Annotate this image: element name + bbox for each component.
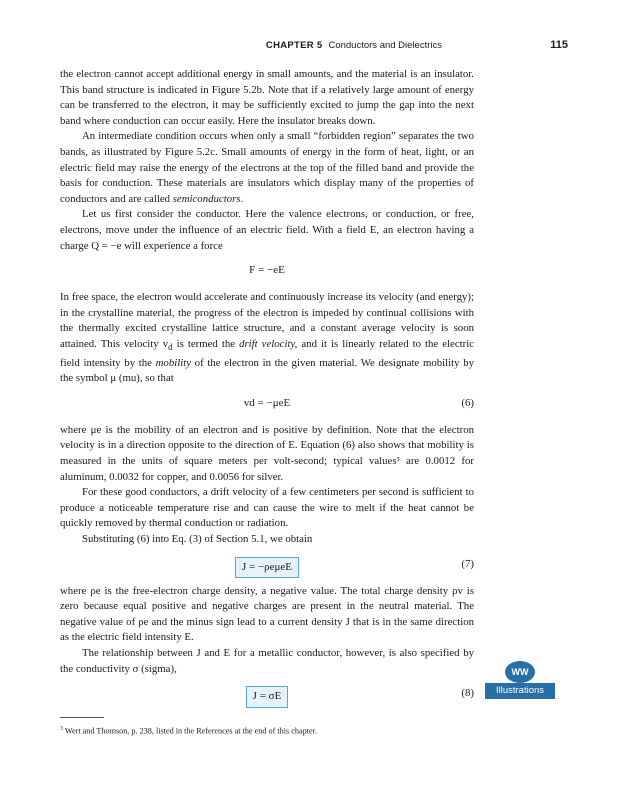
www-illustrations-badge[interactable] xyxy=(485,661,555,701)
paragraph: For these good conductors, a drift velocity of a few centimeters per second is sufficient to produce a noticeable temperature rise and can cause the wire to melt if the heat cannot be quickly removed by thermal conduction or radiation. xyxy=(60,486,474,530)
equation-number: (6) xyxy=(461,396,474,409)
term-semiconductors: semiconductors xyxy=(172,192,241,205)
chapter-label: CHAPTER 5 xyxy=(265,40,323,51)
paragraph-text: . xyxy=(240,192,244,205)
footnote-rule xyxy=(60,717,104,718)
running-header xyxy=(60,38,592,54)
footnote-marker: 3 xyxy=(60,726,63,732)
footnote xyxy=(60,724,474,737)
equation-force xyxy=(60,260,474,282)
equation-ohm xyxy=(60,683,474,705)
equation-expression: F = −eE xyxy=(249,264,285,277)
paragraph-text: of the electron in the given material. We designate mobility by the symbol μ (mu), so that xyxy=(60,356,474,385)
chapter-heading xyxy=(266,40,442,51)
term-mobility: mobility xyxy=(155,356,192,369)
paragraph: Substituting (6) into Eq. (3) of Section 5.1, we obtain xyxy=(82,533,313,545)
body-text xyxy=(60,67,474,713)
paragraph-text: is termed the xyxy=(172,337,240,350)
paragraph: where ρe is the free-electron charge density, a negative value. The total charge density ρv is zero because equal positive and negative charges are present in the neutral material. The negative value of ρe and the minus sign lead to a current density J that is in the same direction as the electric field intensity E. xyxy=(60,584,474,644)
paragraph-text: An intermediate condition occurs when only a small “forbidden region” separates the two bands, as illustrated by Figure 5.2c. Small amounts of energy in the form of heat, light, or an electric field may raise the energy of the electrons at the top of the filled band and provide the basis for conduction. These materials are insulators which display many of the properties of conductors and are called xyxy=(60,130,474,205)
boxed-equation: J = −ρeμeE xyxy=(235,557,299,579)
equation-number: (7) xyxy=(461,557,474,570)
paragraph: The relationship between J and E for a metallic conductor, however, is also specified by the conductivity σ (sigma), xyxy=(60,646,474,675)
equation-drift xyxy=(60,393,474,415)
equation-expression: vd = −μeE xyxy=(243,396,291,409)
badge-label: Illustrations xyxy=(485,683,555,699)
paragraph: the electron cannot accept additional energy in small amounts, and the material is an insulator. This band structure is indicated in Figure 5.2b. Note that if a relatively large amount of energy can be transferred to the electron, it may be sufficiently excited to jump the gap into the next band where conduction can occur easily. Here the insulator breaks down. xyxy=(60,68,474,127)
footnote-text: Wert and Thomson, p. 238, listed in the References at the end of this chapter. xyxy=(64,726,317,736)
equation-current xyxy=(60,554,474,576)
paragraph xyxy=(60,290,474,387)
subscript: d xyxy=(168,342,173,353)
equation-line xyxy=(60,686,474,708)
page-number: 115 xyxy=(550,39,568,51)
paragraph: where μe is the mobility of an electron and is positive by definition. Note that the electron velocity is in a direction opposite to the direction of E. Equation (6) also shows that mobility is measured in the units of square meters per volt-second; typical values³ are 0.0012 for aluminum, 0.0032 for copper, and 0.0056 for silver. xyxy=(60,423,474,483)
www-logo-icon: WW xyxy=(505,661,535,683)
paragraph: Let us first consider the conductor. Here the valence electrons, or conduction, or free, electrons, move under the influence of an electric field. With a field E, an electron having a charge Q = −e will experience a force xyxy=(60,208,474,252)
paragraph-text: In free space, the electron would accelerate and continuously increase its velocity (and energy); in the crystalline material, the progress of the electron is impeded by continual collisions with the thermally excited crystalline lattice structure, and a constant average velocity is soon attained. This velocity v xyxy=(60,291,474,350)
chapter-title: Conductors and Dielectrics xyxy=(328,40,442,51)
term-drift-velocity: drift velocity, xyxy=(239,337,298,350)
equation-number: (8) xyxy=(461,687,474,700)
equation-line xyxy=(60,557,474,579)
paragraph-text: and it is linearly related to the electric field intensity by the xyxy=(60,337,474,369)
paragraph xyxy=(60,129,474,207)
boxed-equation: J = σE xyxy=(246,686,289,708)
